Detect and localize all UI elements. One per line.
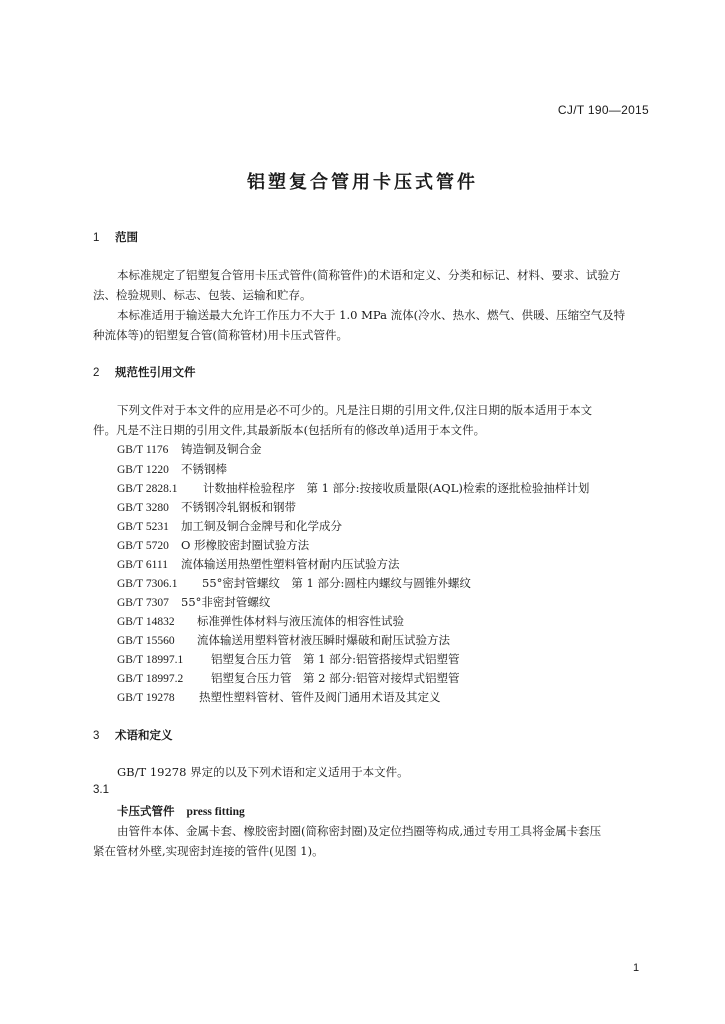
reference-code: GB/T 5231 <box>117 521 169 533</box>
page-number: 1 <box>633 962 640 974</box>
reference-title: 加工铜及铜合金牌号和化学成分 <box>181 519 342 533</box>
reference-code: GB/T 1220 <box>117 464 169 476</box>
section-1-para1-line2: 法、检验规则、标志、包装、运输和贮存。 <box>93 288 312 302</box>
section-title: 规范性引用文件 <box>115 365 196 379</box>
reference-title: 计数抽样检验程序 第 1 部分:按接收质量限(AQL)检索的逐批检验抽样计划 <box>203 481 590 495</box>
reference-title: 铝塑复合压力管 第 2 部分:铝管对接焊式铝塑管 <box>211 671 460 685</box>
reference-title: 铝塑复合压力管 第 1 部分:铝管搭接焊式铝塑管 <box>211 652 460 666</box>
reference-item <box>117 537 309 553</box>
term-heading <box>117 803 245 819</box>
reference-title: O 形橡胶密封圈试验方法 <box>181 538 310 552</box>
reference-title: 标准弹性体材料与液压流体的相容性试验 <box>197 614 404 628</box>
reference-title: 不锈钢冷轧钢板和钢带 <box>181 500 296 514</box>
reference-code: GB/T 18997.2 <box>117 673 184 685</box>
reference-item <box>117 632 450 648</box>
reference-code: GB/T 7307 <box>117 597 169 609</box>
reference-title: 铸造铜及铜合金 <box>181 442 262 456</box>
reference-item <box>117 670 460 686</box>
section-1-heading <box>93 229 138 245</box>
term-number: 3.1 <box>93 784 109 796</box>
section-3-heading <box>93 727 173 743</box>
reference-item <box>117 461 227 477</box>
term-definition-line1: 由管件本体、金属卡套、橡胶密封圈(简称密封圈)及定位挡圈等构成,通过专用工具将金属卡套压 <box>117 824 602 838</box>
reference-code: GB/T 15560 <box>117 635 175 647</box>
reference-item <box>117 575 471 591</box>
section-number: 1 <box>93 232 100 244</box>
reference-code: GB/T 14832 <box>117 616 175 628</box>
reference-item <box>117 441 262 457</box>
term-name-en: press fitting <box>186 806 245 818</box>
section-1-para2-line1: 本标准适用于输送最大允许工作压力不大于 1.0 MPa 流体(冷水、热水、燃气、供暖、压缩空气及特 <box>117 308 626 322</box>
document-title: 铝塑复合管用卡压式管件 <box>247 172 478 193</box>
reference-title: 流体输送用塑料管材液压瞬时爆破和耐压试验方法 <box>197 633 450 647</box>
reference-item <box>117 689 441 705</box>
reference-title: 55°密封管螺纹 第 1 部分:圆柱内螺纹与圆锥外螺纹 <box>202 576 471 590</box>
reference-title: 不锈钢棒 <box>181 462 227 476</box>
term-name-cn: 卡压式管件 <box>117 804 175 818</box>
reference-item <box>117 556 400 572</box>
section-1-para1-line1: 本标准规定了铝塑复合管用卡压式管件(简称管件)的术语和定义、分类和标记、材料、要求、试验方 <box>117 268 621 282</box>
section-3-intro: GB/T 19278 界定的以及下列术语和定义适用于本文件。 <box>117 765 409 779</box>
section-title: 术语和定义 <box>115 728 173 742</box>
reference-code: GB/T 19278 <box>117 692 175 704</box>
reference-code: GB/T 5720 <box>117 540 169 552</box>
section-title: 范围 <box>115 230 138 244</box>
reference-code: GB/T 6111 <box>117 559 169 571</box>
reference-code: GB/T 7306.1 <box>117 578 178 590</box>
reference-item <box>117 594 270 610</box>
reference-code: GB/T 18997.1 <box>117 654 184 666</box>
reference-item <box>117 518 342 534</box>
section-1-para2-line2: 种流体等)的铝塑复合管(简称管材)用卡压式管件。 <box>93 328 348 342</box>
reference-item <box>117 613 404 629</box>
section-2-heading <box>93 364 196 380</box>
section-2-para1-line1: 下列文件对于本文件的应用是必不可少的。凡是注日期的引用文件,仅注日期的版本适用于本文 <box>117 403 593 417</box>
reference-code: GB/T 2828.1 <box>117 483 178 495</box>
reference-title: 流体输送用热塑性塑料管材耐内压试验方法 <box>181 557 400 571</box>
reference-title: 热塑性塑料管材、管件及阀门通用术语及其定义 <box>199 690 441 704</box>
section-2-para1-line2: 件。凡是不注日期的引用文件,其最新版本(包括所有的修改单)适用于本文件。 <box>93 423 486 437</box>
reference-item <box>117 480 589 496</box>
reference-title: 55°非密封管螺纹 <box>181 595 271 609</box>
section-number: 2 <box>93 367 100 379</box>
reference-code: GB/T 1176 <box>117 444 169 456</box>
reference-item <box>117 651 460 667</box>
term-definition-line2: 紧在管材外壁,实现密封连接的管件(见图 1)。 <box>93 844 324 858</box>
standard-number: CJ/T 190—2015 <box>557 103 649 117</box>
reference-code: GB/T 3280 <box>117 502 169 514</box>
section-number: 3 <box>93 730 100 742</box>
reference-item <box>117 499 296 515</box>
